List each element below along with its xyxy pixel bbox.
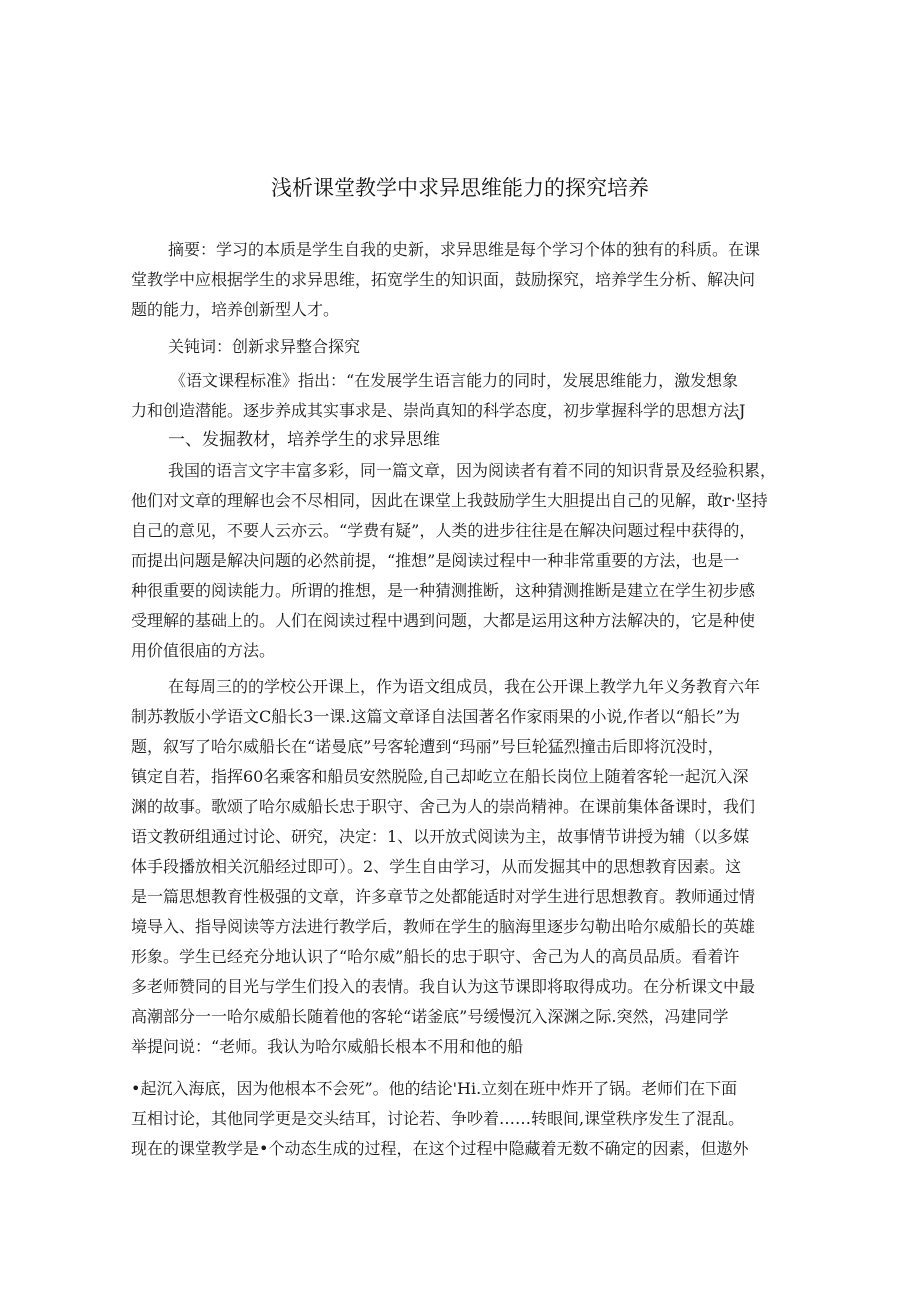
document-title: 浅析课堂教学中求异思维能力的探究培养 [271,176,649,200]
paragraph-line: 现在的课堂教学是•个动态生成的过程，在这个过程中隐藏着无数不确定的因素，但遨外 [131,1139,749,1158]
abstract-line: 题的能力，培养创新型人才。 [131,300,340,319]
keywords-line: 关钝词：创新求异整合探究 [168,337,361,356]
paragraph-line: 制苏教版小学语文C船长3一课.这篇文章译自法国著名作家雨果的小说,作者以“船长”为 [131,707,740,726]
paragraph-line: 镇定自若，指挥60名乘客和船员安然脱险,自己却屹立在船长岗位上随着客轮一起沉入深 [131,767,749,786]
paragraph-line: 题，叙写了哈尔威船长在“诺曼底”号客轮遭到“玛丽”号巨轮猛烈撞击后即将沉没时， [131,737,724,756]
paragraph-line: 语文教研组通过讨论、研究，决定：1、以开放式阅读为主，故事情节讲授为辅（以多媒 [131,827,750,846]
paragraph-line: 互相讨论，其他同学更是交头结耳，讨论若、争吵着……转眼间,课堂秩序发生了混乱。 [131,1109,745,1128]
abstract-line: 堂教学中应根据学生的求异思维，拓宽学生的知识面，鼓励探究，培养学生分析、解决问 [131,270,756,289]
intro-line: 《语文课程标准》指出：“在发展学生语言能力的同时，发展思维能力，激发想象 [170,371,739,390]
paragraph-line: 而提出问题是解决问题的必然前提，“推想”是阅读过程中一种非常重要的方法，也是一 [131,551,740,570]
intro-line: 力和创造潜能。逐步养成其实事求是、崇尚真知的科学态度，初步掌握科学的思想方法J [131,401,746,420]
abstract-line: 摘要：学习的本质是学生自我的史新，求异思维是每个学习个体的独有的科质。在课 [168,240,761,259]
paragraph-line: 在每周三的的学校公开课上，作为语文组成员，我在公开课上教学九年义务教育六年 [168,677,761,696]
paragraph-line: 我国的语言文字丰富多彩，同一篇文章，因为阅读者有着不同的知识背景及经验积累， [168,461,777,480]
paragraph-line: 用价值很庙的方法。 [131,641,276,660]
paragraph-line: 是一篇思想教育性极强的文章，许多章节之处都能适时对学生进行思想教育。教师通过情 [131,887,756,906]
section-heading: 一、发掘教材，培养学生的求异思维 [168,430,440,450]
paragraph-line: 举提问说：“老师。我认为哈尔威船长根本不用和他的船 [131,1037,524,1056]
paragraph-line: 境导入、指导阅读等方法进行教学后，教师在学生的脑海里逐步勾勒出哈尔威船长的英雄 [131,917,756,936]
paragraph-line: 形象。学生已经充分地认识了“哈尔威”船长的忠于职守、舍己为人的高员品质。看着许 [131,947,740,966]
paragraph-line: 受理解的基础上的。人们在阅读过程中遇到问题，大都是运用这种方法解决的，它是种使 [131,611,756,630]
paragraph-line: 多老师赞同的目光与学生们投入的表情。我自认为这节课即将取得成功。在分析课文中最 [131,977,756,996]
paragraph-line: 体手段播放相关沉船经过即可）。2、学生自由学习，从而发掘其中的思想教育因素。这 [131,857,742,876]
paragraph-line: 自己的意见，不要人云亦云。“学费有疑”，人类的进步往往是在解决问题过程中获得的， [131,521,756,540]
paragraph-line: 高潮部分一一哈尔威船长随着他的客轮“诺釜底”号缓慢沉入深渊之际.突然，冯建同学 [131,1007,729,1026]
paragraph-line: •起沉入海底，因为他根本不会死”。他的结论'Hi.立刻在班中炸开了锅。老师们在下面 [131,1079,738,1098]
paragraph-line: 种很重要的阅读能力。所谓的推想，是一种猜测推断，这种猜测推断是建立在学生初步感 [131,581,756,600]
paragraph-line: 他们对文章的理解也会不尽相同，因此在课堂上我鼓励学生大胆提出自己的见解，敢r·坚持 [131,491,768,510]
paragraph-line: 渊的故事。歌颂了哈尔威船长忠于职守、舍己为人的崇尚精神。在课前集体备课时，我们 [131,797,756,816]
